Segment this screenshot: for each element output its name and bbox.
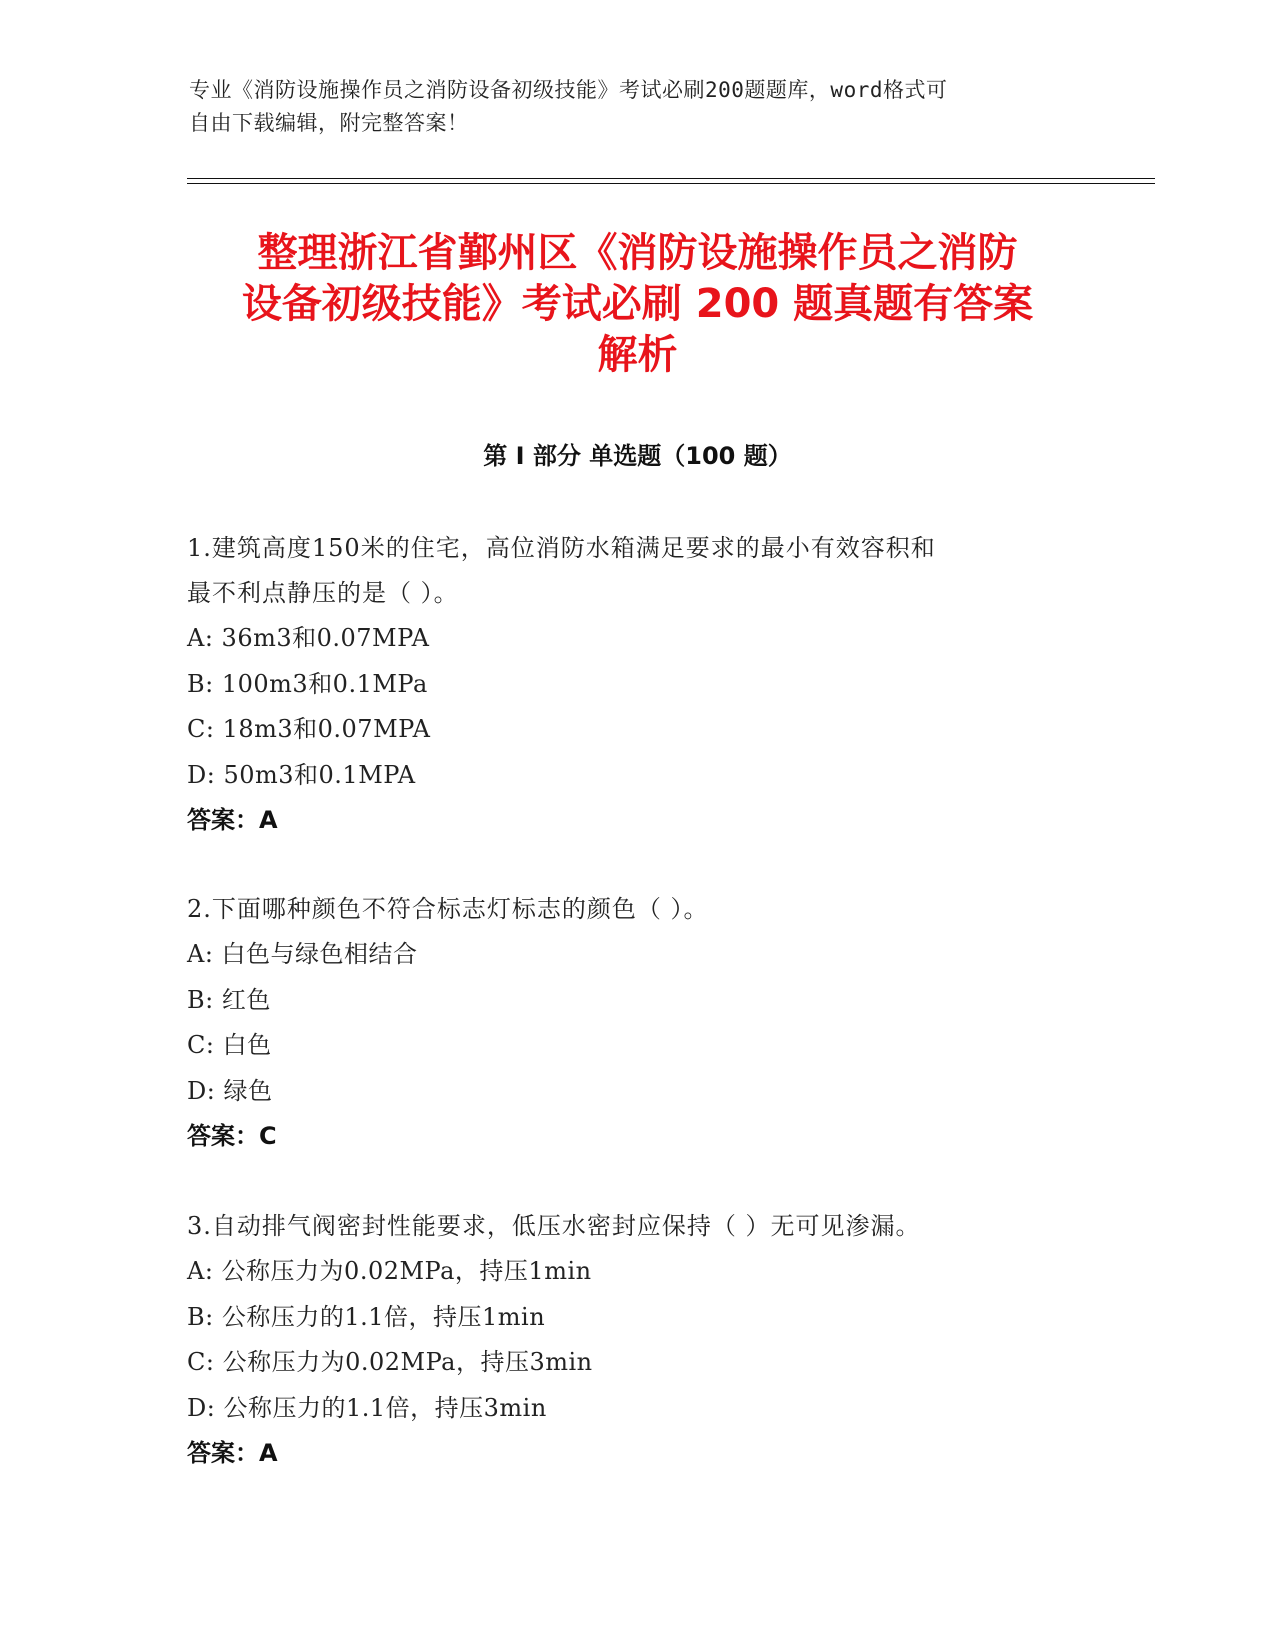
document-title-line-2: 设备初级技能》考试必刷 200 题真题有答案: [241, 281, 1034, 327]
option-a: A: 公称压力为0.02MPa，持压1min: [187, 1257, 592, 1285]
header-note: [189, 74, 1089, 140]
answer: 答案：C: [187, 1122, 277, 1150]
header-note-line-1: 专业《消防设施操作员之消防设备初级技能》考试必刷200题题库，word格式可: [189, 78, 948, 102]
option-c: C: 18m3和0.07MPA: [187, 715, 431, 743]
option-b: B: 红色: [187, 985, 271, 1014]
header-divider-bottom: [187, 183, 1155, 184]
option-c: C: 公称压力为0.02MPa，持压3min: [187, 1348, 593, 1376]
header-note-line-2: 自由下载编辑，附完整答案！: [189, 111, 469, 135]
question-stem: [187, 887, 1087, 932]
answer: 答案：A: [187, 1439, 278, 1467]
option-c: C: 白色: [187, 1031, 272, 1059]
header-divider-top: [187, 178, 1155, 179]
question-1: [187, 526, 1087, 844]
question-stem-line: 2.下面哪种颜色不符合标志灯标志的颜色（ ）。: [187, 895, 709, 923]
question-stem: [187, 1204, 1087, 1249]
document-title-line-3: 解析: [597, 332, 678, 378]
section-title: 第 I 部分 单选题（100 题）: [483, 442, 792, 470]
option-a: A: 36m3和0.07MPA: [187, 624, 430, 652]
option-d: D: 公称压力的1.1倍，持压3min: [187, 1393, 547, 1422]
option-b: B: 公称压力的1.1倍，持压1min: [187, 1302, 546, 1331]
option-a: A: 白色与绿色相结合: [187, 940, 418, 968]
option-d: D: 50m3和0.1MPA: [187, 760, 416, 789]
document-title: [150, 228, 1125, 381]
document-title-line-1: 整理浙江省鄞州区《消防设施操作员之消防: [257, 230, 1018, 276]
question-stem-line: 1.建筑高度150米的住宅，高位消防水箱满足要求的最小有效容积和: [187, 534, 936, 562]
question-stem: [187, 526, 1087, 616]
answer: 答案：A: [187, 806, 278, 834]
question-stem-line: 3.自动排气阀密封性能要求，低压水密封应保持（ ）无可见渗漏。: [187, 1212, 921, 1240]
option-d: D: 绿色: [187, 1076, 273, 1105]
option-b: B: 100m3和0.1MPa: [187, 669, 428, 698]
question-2: [187, 887, 1087, 1160]
question-3: [187, 1204, 1087, 1477]
question-stem-line: 最不利点静压的是（ ）。: [187, 579, 459, 607]
